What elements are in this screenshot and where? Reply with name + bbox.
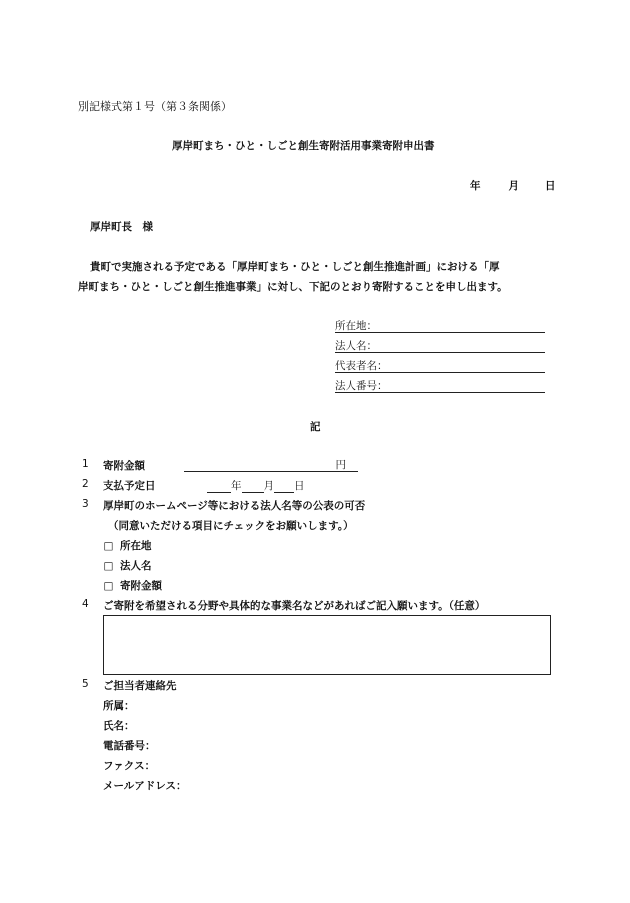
item-5-label: ご担当者連絡先 xyxy=(103,680,177,692)
item-5-number: 5 xyxy=(82,678,89,690)
date-month: 月 xyxy=(508,180,519,192)
applicant-corp-number-label: 法人番号： xyxy=(335,380,388,392)
applicant-representative-field[interactable] xyxy=(335,358,545,373)
applicant-representative-label: 代表者名： xyxy=(335,360,388,372)
date-line xyxy=(470,178,556,193)
option-donation-amount[interactable] xyxy=(103,578,162,593)
applicant-corp-name-field[interactable] xyxy=(335,338,545,353)
option-corp-name-label: 法人名 xyxy=(120,560,152,572)
contact-fax[interactable]: ファクス： xyxy=(103,760,156,772)
applicant-address-field[interactable] xyxy=(335,318,545,333)
option-corp-name[interactable] xyxy=(103,558,152,573)
ki-heading: 記 xyxy=(310,421,321,433)
date-year: 年 xyxy=(470,180,481,192)
contact-email[interactable]: メールアドレス： xyxy=(103,780,187,792)
item-2-label: 支払予定日 xyxy=(103,480,156,492)
page-title: 厚岸町まち・ひと・しごと創生寄附活用事業寄附申出書 xyxy=(172,140,435,152)
item-2-number: 2 xyxy=(82,478,89,490)
option-address[interactable] xyxy=(103,538,152,553)
payment-month-unit: 月 xyxy=(263,480,274,492)
checkbox-icon[interactable]: □ xyxy=(103,560,114,572)
item-3-number: 3 xyxy=(82,498,89,510)
payment-day-blank[interactable] xyxy=(274,481,294,493)
contact-name[interactable]: 氏名： xyxy=(103,720,135,732)
item-1-label: 寄附金額 xyxy=(103,460,145,472)
request-textarea[interactable] xyxy=(103,615,551,675)
item-3-label: 厚岸町のホームページ等における法人名等の公表の可否 xyxy=(103,500,366,512)
item-3-note: （同意いただける項目にチェックをお願いします。） xyxy=(108,520,354,532)
date-day: 日 xyxy=(545,180,556,192)
item-4-number: 4 xyxy=(82,598,89,610)
addressee: 厚岸町長 様 xyxy=(90,221,153,233)
payment-day-unit: 日 xyxy=(294,480,305,492)
option-address-label: 所在地 xyxy=(120,540,152,552)
form-label: 別記様式第１号（第３条関係） xyxy=(78,100,232,113)
intro-line-2: 岸町まち・ひと・しごと創生推進事業」に対し、下記のとおり寄附することを申し出ます。 xyxy=(78,281,508,293)
donation-unit: 円 xyxy=(335,459,346,471)
intro-line-1: 貴町で実施される予定である「厚岸町まち・ひと・しごと創生推進計画」における「厚 xyxy=(90,261,500,273)
contact-department[interactable]: 所属： xyxy=(103,700,135,712)
payment-year-unit: 年 xyxy=(231,480,242,492)
item-4-label: ご寄附を希望される分野や具体的な事業名などがあればご記入願います。（任意） xyxy=(103,600,486,612)
applicant-corp-number-field[interactable] xyxy=(335,378,545,393)
applicant-corp-name-label: 法人名： xyxy=(335,340,377,352)
payment-year-blank[interactable] xyxy=(207,481,231,493)
option-donation-amount-label: 寄附金額 xyxy=(120,580,162,592)
checkbox-icon[interactable]: □ xyxy=(103,580,114,592)
payment-month-blank[interactable] xyxy=(242,481,264,493)
checkbox-icon[interactable]: □ xyxy=(103,540,114,552)
item-1-number: 1 xyxy=(82,458,89,470)
payment-date-field[interactable] xyxy=(207,478,305,493)
applicant-address-label: 所在地： xyxy=(335,320,377,332)
donation-amount-field[interactable] xyxy=(184,457,358,472)
contact-phone[interactable]: 電話番号： xyxy=(103,740,156,752)
